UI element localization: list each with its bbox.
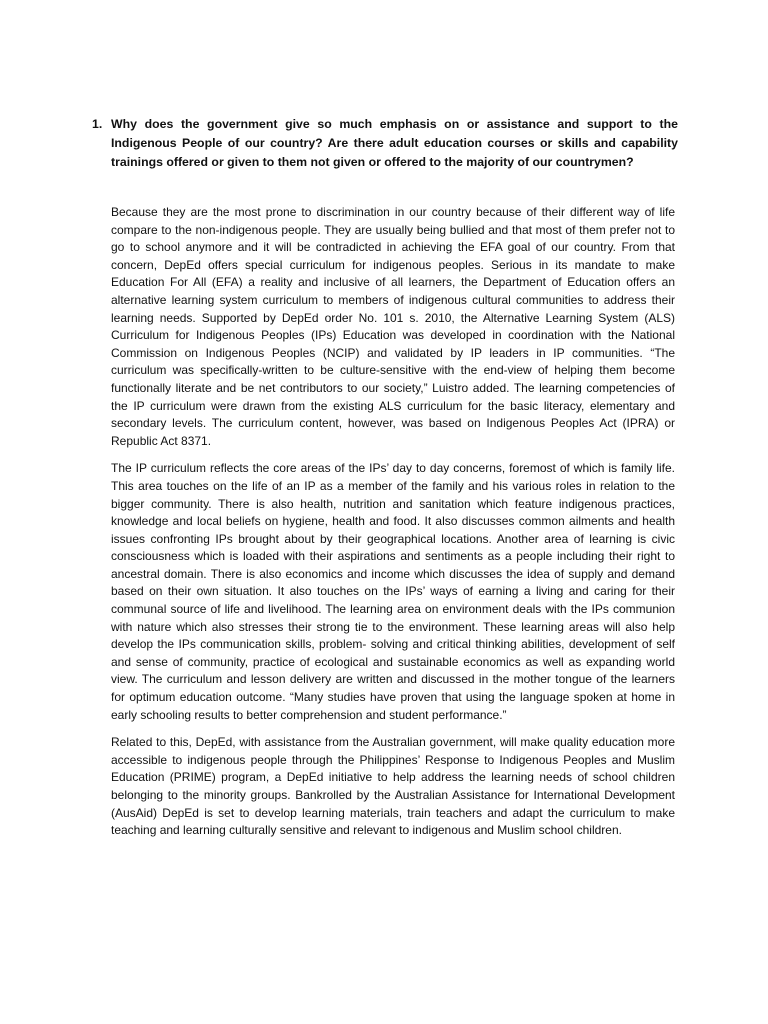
question-text: Why does the government give so much emphasis on or assistance and support to the Indigenous People of our country? Are there adult education courses or skills and capability trainings offered or given to them not given or offered to the majority of our countrymen? (111, 117, 678, 169)
answer-paragraph-2: The IP curriculum reflects the core areas of the IPs’ day to day concerns, foremost of which is family life. This area touches on the life of an IP as a member of the family and his various roles in relation to the bigger community. There is also health, nutrition and sanitation which feature indigenous practices, knowledge and local beliefs on hygiene, health and food. It also discusses common ailments and health issues confronting IPs brought about by their geographical locations. Another area of learning is civic consciousness which is loaded with their aspirations and sentiments as a people including their right to ancestral domain. There is also economics and income which discusses the idea of supply and demand based on their own situation. It also touches on the IPs’ ways of earning a living and caring for their communal source of life and livelihood. The learning area on environment deals with the IPs communion with nature which also stresses their strong tie to the environment. These learning areas will also help develop the IPs communication skills, problem- solving and critical thinking abilities, development of self and sense of community, practice of ecological and sustainable economics as well as expanding world view. The curriculum and lesson delivery are written and discussed in the mother tongue of the learners for optimum education outcome. “Many studies have proven that using the language spoken at home in early schooling results to better comprehension and student performance.” (111, 461, 675, 722)
answer-paragraph-3: Related to this, DepEd, with assistance from the Australian government, will make quality education more accessible to indigenous people through the Philippines’ Response to Indigenous Peoples and Muslim Education (PRIME) program, a DepEd initiative to help address the learning needs of school children belonging to the minority groups. Bankrolled by the Australian Assistance for International Development (AusAid) DepEd is set to develop learning materials, train teachers and adapt the curriculum to make teaching and learning culturally sensitive and relevant to indigenous and Muslim school children. (111, 735, 675, 838)
answer-paragraph-1: Because they are the most prone to discrimination in our country because of their different way of life compare to the non-indigenous people. They are usually being bullied and that most of them prefer not to go to school anymore and it will be contradicted in achieving the EFA goal of our country. From that concern, DepEd offers special curriculum for indigenous peoples. Serious in its mandate to make Education For All (EFA) a reality and inclusive of all learners, the Department of Education offers an alternative learning system curriculum to members of indigenous cultural communities to address their learning needs. Supported by DepEd order No. 101 s. 2010, the Alternative Learning System (ALS) Curriculum for Indigenous Peoples (IPs) Education was developed in coordination with the National Commission on Indigenous Peoples (NCIP) and validated by IP leaders in IP communities. “The curriculum was specifically-written to be culture-sensitive with the end-view of helping them become functionally literate and be net contributors to our society,” Luistro added. The learning competencies of the IP curriculum were drawn from the existing ALS curriculum for the basic literacy, elementary and secondary levels. The curriculum content, however, was based on Indigenous Peoples Act (IPRA) or Republic Act 8371. (111, 205, 675, 448)
question-number: 1. (92, 117, 103, 131)
answer-body (111, 204, 675, 850)
question-item (92, 115, 678, 172)
